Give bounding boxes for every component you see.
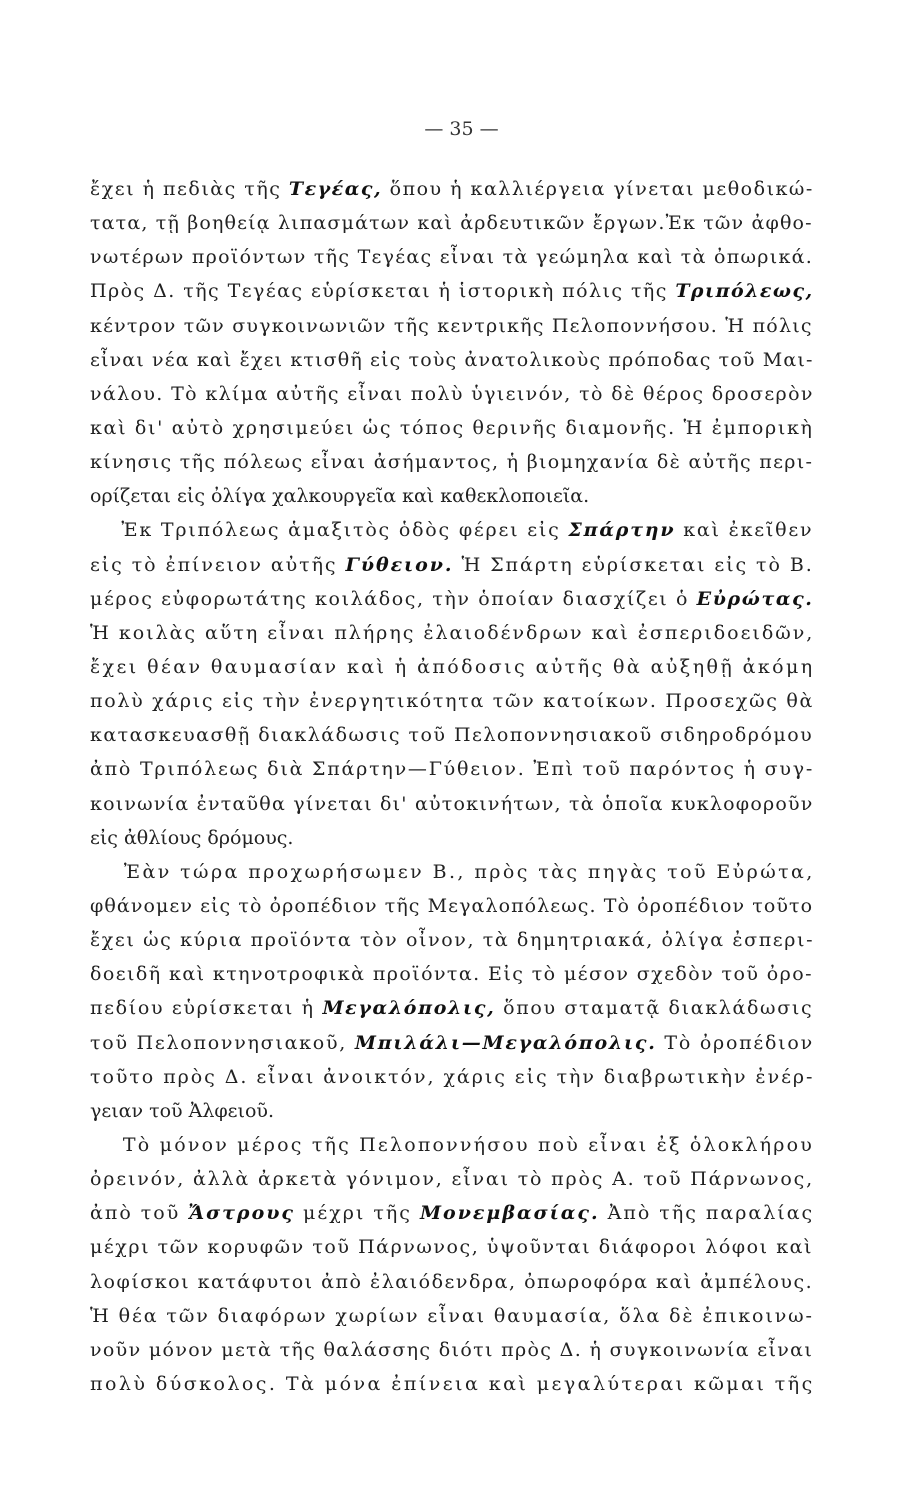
text-run: ορίζεται εἰς ὀλίγα χαλκουργεῖα καὶ καθεκλοποιεῖα. xyxy=(90,485,590,508)
text-run: καὶ ἐκεῖθεν xyxy=(675,519,814,542)
text-run: κέντρον τῶν συγκοινωνιῶν τῆς κεντρικῆς Πελοποννήσου. Ἡ πόλις xyxy=(90,314,813,337)
text-line xyxy=(90,1026,812,1060)
text-run: δοειδῆ καὶ κτηνοτροφικὰ προϊόντα. Εἰς τὸ μέσον σχεδὸν τοῦ ὀρο- xyxy=(90,963,813,986)
text-run: τοῦ Πελοποννησιακοῦ, xyxy=(90,1031,355,1054)
emphasized-place-name: Εὐρώτας. xyxy=(696,587,814,610)
text-run: ὀρεινόν, ἀλλὰ ἀρκετὰ γόνιμον, εἶναι τὸ πρὸς Α. τοῦ Πάρνωνος, xyxy=(90,1168,815,1191)
text-run: ἀπὸ Τριπόλεως διὰ Σπάρτην—Γύθειον. Ἐπὶ τοῦ παρόντος ἡ συγ- xyxy=(90,758,815,781)
text-run: ἔχει ἡ πεδιὰς τῆς xyxy=(90,178,289,200)
text-run: γειαν τοῦ Ἀλφειοῦ. xyxy=(90,1099,274,1122)
text-run: τοῦτο πρὸς Δ. εἶναι ἀνοικτόν, χάρις εἰς τὴν διαβρωτικὴν ἐνέρ- xyxy=(90,1065,815,1088)
text-run: Πρὸς Δ. τῆς Τεγέας εὑρίσκεται ἡ ἱστορικὴ πόλις τῆς xyxy=(90,280,676,303)
emphasized-place-name: Μπιλάλι—Μεγαλόπολις. xyxy=(354,1031,657,1054)
text-run: Ἡ θέα τῶν διαφόρων χωρίων εἶναι θαυμασία, ὅλα δὲ ἐπικοινω- xyxy=(90,1304,814,1327)
text-line xyxy=(90,479,812,513)
text-line xyxy=(90,991,812,1025)
text-run: κίνησις τῆς πόλεως εἶναι ἀσήμαντος, ἡ βιομηχανία δὲ αὐτῆς περι- xyxy=(90,451,814,474)
emphasized-place-name: Σπάρτην xyxy=(568,519,676,542)
text-line xyxy=(90,1128,812,1162)
text-run: νάλου. Τὸ κλίμα αὐτῆς εἶναι πολὺ ὑγιεινόν, τὸ δὲ θέρος δροσερὸν xyxy=(90,382,814,405)
text-run: κοινωνία ἐνταῦθα γίνεται δι' αὐτοκινήτων, τὰ ὁποῖα κυκλοφοροῦν xyxy=(90,792,814,815)
text-line xyxy=(90,889,812,923)
emphasized-place-name: Γύθειον. xyxy=(345,553,454,576)
text-run: νοῦν μόνον μετὰ τῆς θαλάσσης διότι πρὸς Δ. ἡ συγκοινωνία εἶναι xyxy=(90,1338,814,1361)
text-run: Ἡ κοιλὰς αὕτη εἶναι πλήρης ἐλαιοδένδρων καὶ ἐσπεριδοειδῶν, xyxy=(90,621,815,644)
text-run: μέχρι τῶν κορυφῶν τοῦ Πάρνωνος, ὑψοῦνται διάφοροι λόφοι καὶ xyxy=(90,1236,814,1259)
text-run: εἰς τὸ ἐπίνειον αὐτῆς xyxy=(90,553,346,576)
emphasized-place-name: Τεγέας, xyxy=(288,178,383,200)
body-text xyxy=(90,172,815,1401)
text-run: Ἐὰν τώρα προχωρήσωμεν Β., πρὸς τὰς πηγὰς τοῦ Εὐρώτα, xyxy=(90,860,815,883)
text-line xyxy=(90,377,812,411)
text-run: Ἐκ Τριπόλεως ἁμαξιτὸς ὁδὸς φέρει εἰς xyxy=(90,519,569,542)
text-run: ὅπου ἡ καλλιέργεια γίνεται μεθοδικώ- xyxy=(382,178,814,200)
text-run: πολὺ χάρις εἰς τὴν ἐνεργητικότητα τῶν κατοίκων. Προσεχῶς θὰ xyxy=(90,690,815,713)
text-run: ἔχει θέαν θαυμασίαν καὶ ἡ ἀπόδοσις αὐτῆς θὰ αὐξηθῇ ἀκόμη xyxy=(90,655,815,678)
text-line xyxy=(90,411,812,445)
text-line xyxy=(90,650,815,684)
text-line xyxy=(90,1094,812,1128)
text-run: ὅπου σταματᾷ διακλάδωσις xyxy=(495,997,814,1020)
text-line xyxy=(90,1230,812,1264)
text-run: Τὸ ὀροπέδιον xyxy=(656,1031,814,1054)
text-line xyxy=(90,787,812,821)
text-line xyxy=(90,172,812,206)
text-run: ἀπὸ τοῦ xyxy=(90,1202,189,1225)
text-line xyxy=(90,855,815,889)
text-run: ἔχει ὡς κύρια προϊόντα τὸν οἶνον, τὰ δημητριακά, ὀλίγα ἐσπερι- xyxy=(90,929,815,952)
text-line xyxy=(90,582,812,616)
text-line xyxy=(90,274,812,308)
text-line xyxy=(90,752,815,786)
text-line xyxy=(90,206,812,240)
text-run: Τὸ μόνον μέρος τῆς Πελοποννήσου ποὺ εἶναι ἐξ ὁλοκλήρου xyxy=(90,1133,814,1156)
text-run: εἰς ἀθλίους δρόμους. xyxy=(90,826,294,849)
text-run: μέρος εὐφορωτάτης κοιλάδος, τὴν ὁποίαν διασχίζει ὁ xyxy=(90,587,697,610)
emphasized-place-name: Τριπόλεως, xyxy=(675,280,814,303)
text-line xyxy=(90,1333,812,1367)
text-run: πεδίου εὑρίσκεται ἡ xyxy=(90,997,323,1020)
text-run: τατα, τῇ βοηθείᾳ λιπασμάτων καὶ ἀρδευτικῶν ἔργων.Ἐκ τῶν ἀφθο- xyxy=(90,212,813,235)
text-line xyxy=(90,684,815,718)
text-line xyxy=(90,548,812,582)
text-run: μέχρι τῆς xyxy=(295,1202,420,1225)
text-run: εἶναι νέα καὶ ἔχει κτισθῆ εἰς τοὺς ἀνατολικοὺς πρόποδας τοῦ Μαι- xyxy=(90,348,814,371)
text-line xyxy=(90,616,815,650)
emphasized-place-name: Ἄστρους xyxy=(188,1202,295,1225)
text-line xyxy=(90,445,812,479)
text-line xyxy=(90,343,812,377)
text-line xyxy=(90,240,812,274)
text-run: φθάνομεν εἰς τὸ ὀροπέδιον τῆς Μεγαλοπόλεως. Τὸ ὀροπέδιον τοῦτο xyxy=(90,894,814,917)
text-line xyxy=(90,513,812,547)
text-line xyxy=(90,1299,812,1333)
text-line xyxy=(90,718,812,752)
text-run: κατασκευασθῇ διακλάδωσις τοῦ Πελοποννησιακοῦ σιδηροδρόμου xyxy=(90,724,814,747)
text-run: καὶ δι' αὐτὸ χρησιμεύει ὡς τόπος θερινῆς διαμονῆς. Ἡ ἐμπορικὴ xyxy=(90,416,814,439)
text-run: νωτέρων προϊόντων τῆς Τεγέας εἶναι τὰ γεώμηλα καὶ τὰ ὀπωρικά. xyxy=(90,246,814,269)
text-run: πολὺ δύσκολος. Τὰ μόνα ἐπίνεια καὶ μεγαλύτεραι κῶμαι τῆς xyxy=(90,1372,815,1395)
text-line xyxy=(90,821,812,855)
text-run: λοφίσκοι κατάφυτοι ἀπὸ ἐλαιόδενδρα, ὀπωροφόρα καὶ ἀμπέλους. xyxy=(90,1270,814,1293)
text-line xyxy=(90,1060,815,1094)
text-line xyxy=(90,1265,812,1299)
text-run: Ἀπὸ τῆς παραλίας xyxy=(599,1202,815,1225)
text-line xyxy=(90,1162,815,1196)
text-line xyxy=(90,309,812,343)
text-run: Ἡ Σπάρτη εὑρίσκεται εἰς τὸ Β. xyxy=(453,553,814,576)
text-line xyxy=(90,923,815,957)
text-line xyxy=(90,957,812,991)
text-line xyxy=(90,1196,815,1230)
text-line xyxy=(90,1367,815,1401)
emphasized-place-name: Μονεμβασίας. xyxy=(419,1202,600,1225)
emphasized-place-name: Μεγαλόπολις, xyxy=(322,997,496,1020)
page-number: — 35 — xyxy=(424,118,499,140)
